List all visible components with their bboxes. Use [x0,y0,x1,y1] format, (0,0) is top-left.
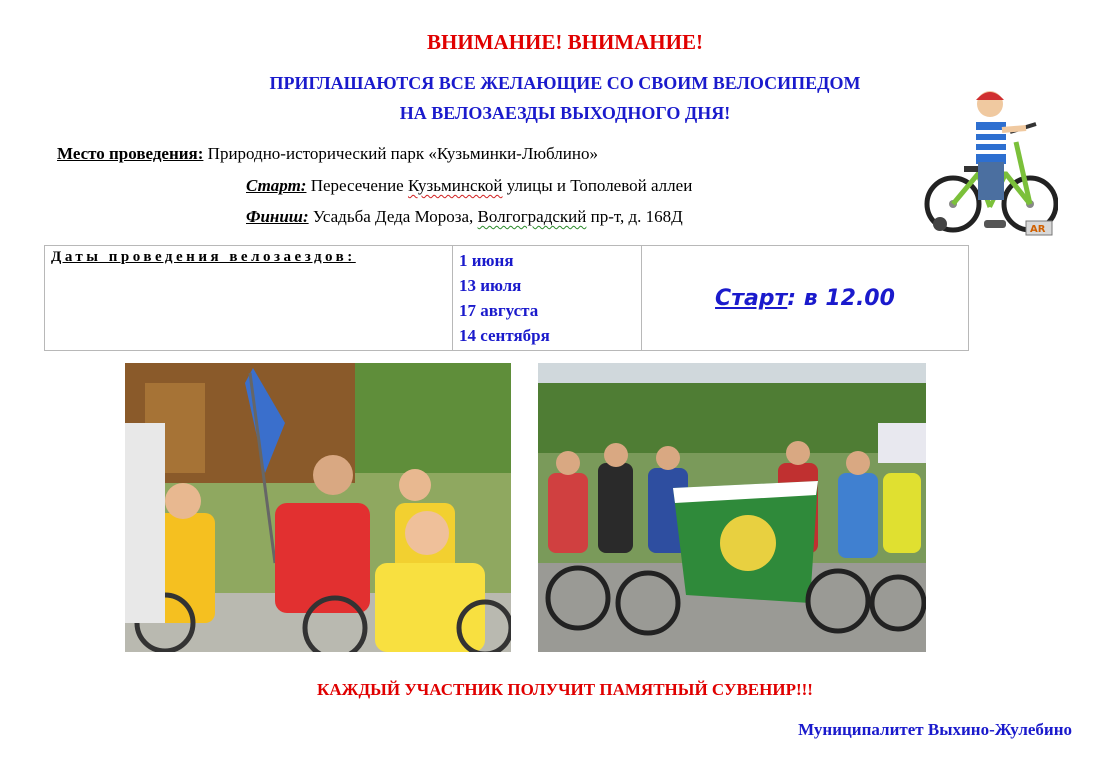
venue-line [57,144,598,164]
start-label: Старт: [246,176,307,195]
start-value-prefix: Пересечение [310,176,408,195]
date-item: 17 августа [459,301,539,320]
finish-label: Финиш: [246,207,309,226]
kid-on-bicycle-image [918,82,1058,240]
finish-value-prefix: Усадьба Деда Мороза, [312,207,478,226]
start-line [246,176,692,196]
venue-label: Место проведения: [57,144,204,163]
start-time-cell [642,246,969,351]
schedule-dates-cell [453,246,642,351]
attention-heading: ВНИМАНИЕ! ВНИМАНИЕ! [427,30,703,54]
finish-line [246,207,683,227]
date-item: 14 сентября [459,326,550,345]
start-time-value: : в 12.00 [787,285,895,311]
invite-line-2: НА ВЕЛОЗАЕЗДЫ ВЫХОДНОГО ДНЯ! [399,103,731,123]
finish-value-avenue: Волгоградский [477,207,587,226]
venue-value: Природно-исторический парк «Кузьминки-Люблино» [207,144,598,163]
photo-cyclists-with-flag [538,363,926,652]
invite-line-1: ПРИГЛАШАЮТСЯ ВСЕ ЖЕЛАЮЩИЕ СО СВОИМ ВЕЛОСИПЕДОМ [269,73,861,93]
schedule-label: Даты проведения велозаездов: [51,249,356,265]
schedule-table [44,245,969,351]
date-item: 13 июля [459,276,522,295]
finish-value-suffix: пр-т, д. 168Д [586,207,683,226]
ar-badge: AR [1030,224,1046,235]
date-item: 1 июня [459,251,514,270]
start-value-street: Кузьминской [407,176,503,195]
souvenir-note: КАЖДЫЙ УЧАСТНИК ПОЛУЧИТ ПАМЯТНЫЙ СУВЕНИР!!! [317,680,813,699]
schedule-label-cell [45,246,453,351]
start-value-suffix: улицы и Тополевой аллеи [502,176,693,195]
start-time-label: Старт [715,285,788,311]
organizer-signature: Муниципалитет Выхино-Жулебино [798,720,1072,739]
photo-kids-on-bicycles [125,363,511,652]
